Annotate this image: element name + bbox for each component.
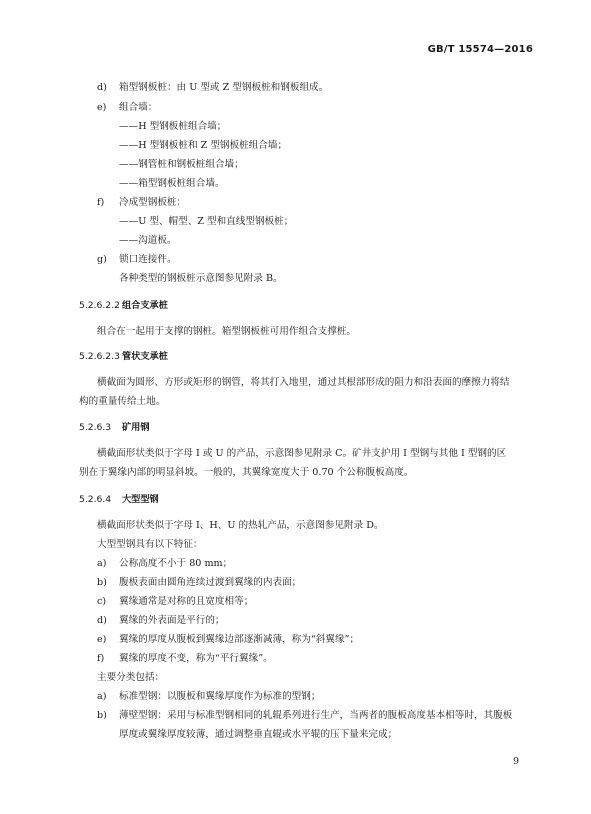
paragraph-continuation: 别在于翼缘内部的明显斜坡。一般的，其翼缘宽度大于 0.70 个公称腹板高度。 [79,467,414,478]
page-number: 9 [512,756,519,767]
paragraph: 横截面形状类似于字母 I、H、U 的热轧产品，示意图参见附录 D。 [97,520,384,531]
paragraph-continuation: 构的重量传给土地。 [79,396,166,407]
paragraph: 横截面为圆形、方形或矩形的钢管，将其打入地里，通过其根部形成的阻力和沿表面的摩擦力将结 [97,377,510,388]
paragraph: 横截面形状类似于字母 I 或 U 的产品，示意图参见附录 C。矿井支护用 I 型钢与其他 I 型钢的区 [97,448,507,459]
paragraph: 主要分类包括： [97,672,165,683]
paragraph: 组合在一起用于支撑的钢桩。箱型钢板桩可用作组合支撑桩。 [97,326,357,337]
standard-code-header: GB/T 15574—2016 [427,44,533,55]
section-heading: 5.2.6.2.2 组合支承桩 [79,300,168,311]
section-heading: 5.2.6.3 矿用钢 [79,422,150,433]
paragraph: 大型型钢具有以下特征： [97,539,203,550]
section-heading: 5.2.6.4 大型型钢 [79,494,159,505]
section-heading: 5.2.6.2.3 管状支承桩 [79,351,168,362]
